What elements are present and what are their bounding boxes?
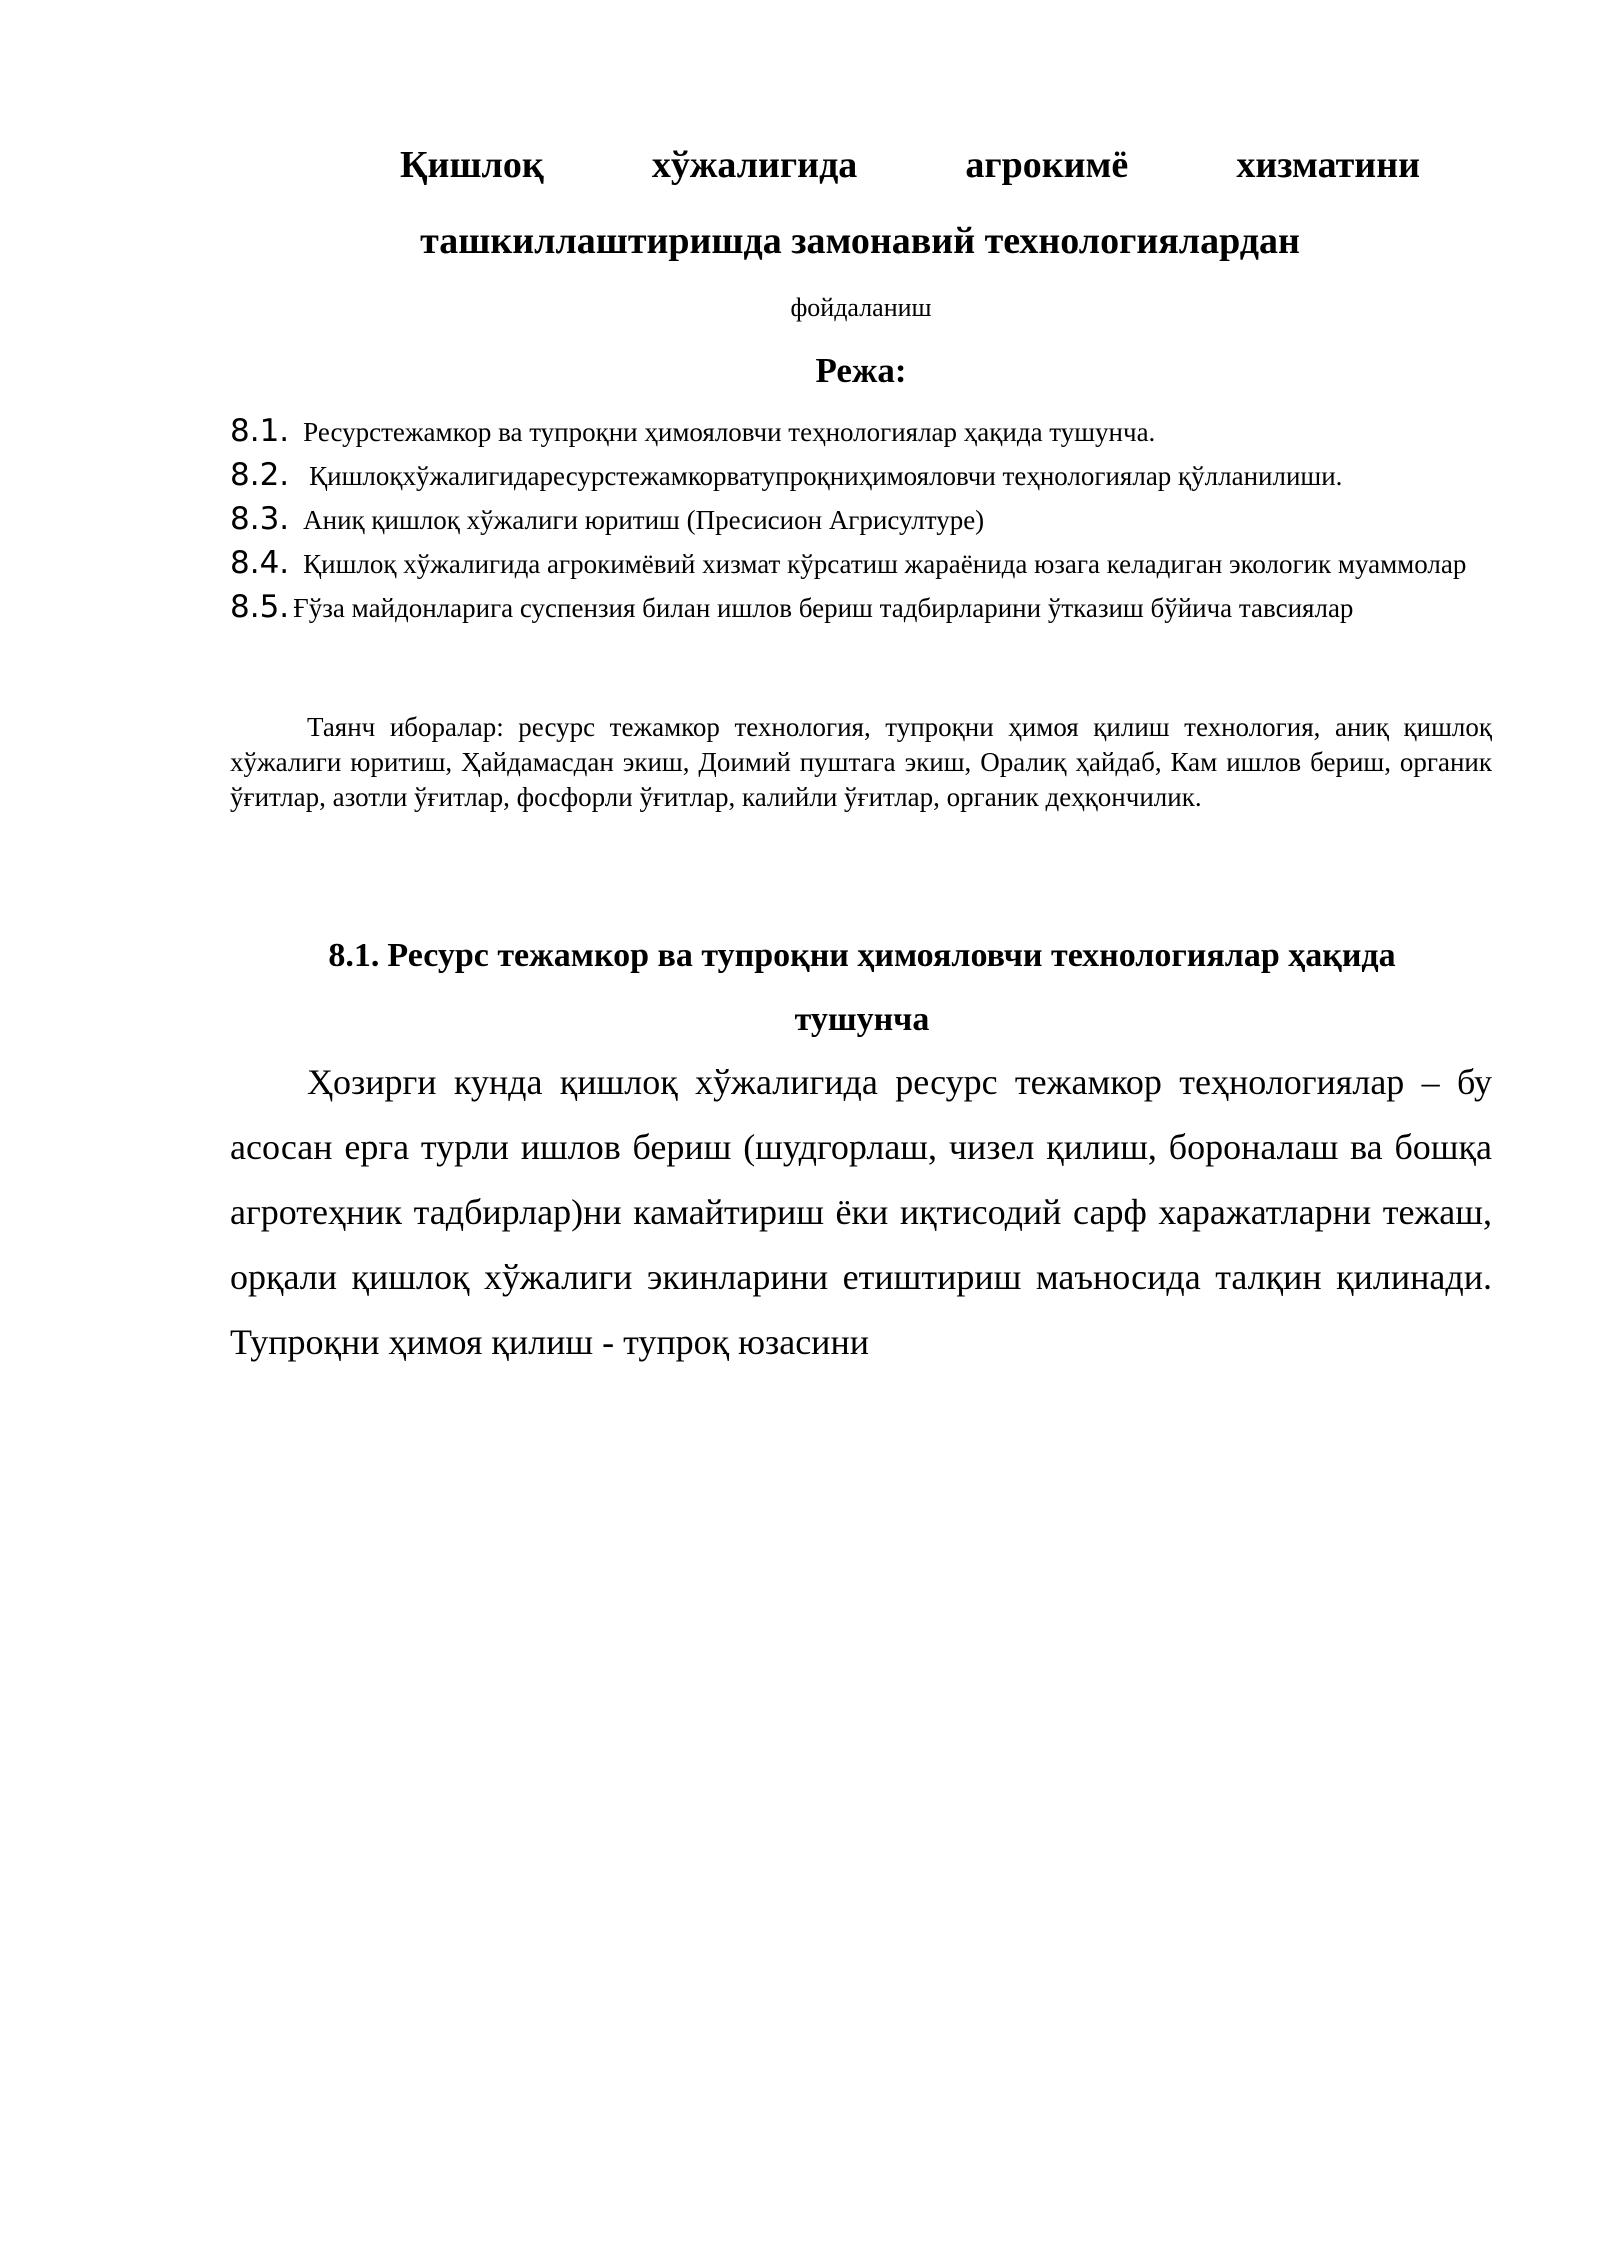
plan-item	[230, 459, 1500, 492]
plan-item	[230, 503, 1500, 536]
plan-item-number: 8.2.	[230, 457, 290, 493]
plan-item-text: Ғўза майдонларига суспензия билан ишлов бериш тадбирларини ўтказиш бўйича тавсиялар	[293, 593, 1354, 623]
plan-item	[230, 547, 1500, 580]
plan-item-number: 8.1.	[230, 413, 290, 449]
section-heading	[262, 924, 1462, 1052]
plan-item-number: 8.4.	[230, 545, 290, 581]
plan-item	[230, 591, 1500, 624]
document-title-line-1	[400, 142, 1420, 188]
plan-item-text: Ресурстежамкор ва тупроқни ҳимояловчи теҳнологиялар ҳақида тушунча.	[303, 417, 1156, 447]
title-word: хўжалигида	[651, 144, 858, 186]
title-line-2-text: ташкиллаштиришда замонавий технологиялардан	[420, 220, 1300, 262]
plan-heading: Режа:	[815, 351, 907, 390]
body-paragraph: Ҳозирги кунда қишлоқ хўжалигида ресурс тежамкор теҳнологиялар – бу асосан ерга турли ишлов бериш (шудгорлаш, чизел қилиш, бороналаш ва бошқа агротеҳник тадбирлар)ни камайтириш ёки иқтисодий сарф харажатларни тежаш, орқали қишлоқ хўжалиги экинларини етиштириш маъносида талқин қилинади. Тупроқни ҳимоя қилиш - тупроқ юзасини	[230, 1062, 1492, 1362]
plan-item-text: Қишлоқхўжалигидаресурстежамкорватупроқниҳимояловчи теҳнологиялар қўлланилиши.	[309, 461, 1343, 491]
keywords-paragraph: Таянч иборалар: ресурс тежамкор технология, тупроқни ҳимоя қилиш технология, аниқ қишлоқ хўжалиги юритиш, Ҳайдамасдан экиш, Доимий пуштага экиш, Оралиқ ҳайдаб, Кам ишлов бериш, органик ўғитлар, азотли ўғитлар, фосфорли ўғитлар, калийли ўғитлар, органик деҳқончилик.	[230, 712, 1492, 812]
section-number: 8.1.	[328, 937, 380, 974]
document-title-line-2	[300, 218, 1420, 264]
plan-item-text: Аниқ қишлоқ хўжалиги юритиш (Пресисион Агрисултуре)	[303, 505, 985, 535]
plan-list	[230, 415, 1500, 635]
section-title: Ресурс тежамкор ва тупроқни ҳимояловчи технологиялар ҳақида тушунча	[387, 937, 1396, 1038]
title-word: Қишлоқ	[400, 144, 544, 186]
document-title-line-3: фойдаланиш	[790, 293, 932, 322]
plan-item	[230, 415, 1500, 448]
plan-item-text: Қишлоқ хўжалигида агрокимёвий хизмат кўрсатиш жараёнида юзага келадиган экологик муаммолар	[303, 549, 1467, 579]
plan-item-number: 8.3.	[230, 501, 290, 537]
plan-item-number: 8.5.	[230, 589, 290, 625]
title-word: агрокимё	[965, 144, 1129, 186]
title-word: хизматини	[1236, 144, 1420, 186]
